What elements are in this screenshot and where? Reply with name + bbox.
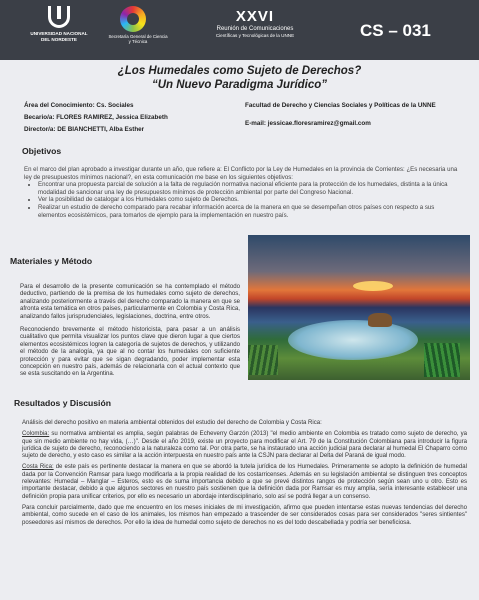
poster-title [0, 64, 479, 92]
event-line1: Reunión de Comunicaciones [216, 26, 294, 32]
objetivos-heading: Objetivos [22, 146, 62, 156]
directora-label: Director/a: DE BIANCHETTI, Alba Esther [24, 126, 145, 133]
unne-logo-text: UNIVERSIDAD NACIONAL DEL NORDESTE [30, 31, 88, 42]
costarica-text: de este país es pertinente destacar la manera en que se abordó la tutela jurídica de los Humedales. Primeramente se adopto la definición de humedal dada por la Convención Ramsar para luego modificarla a la propia realidad de los costarricenses. Además en su legislación ambiental se distinguen tres conceptos relevantes: Humedal – Manglar – Esteros, esto es de suma importancia debido a que se prevé distintos rangos de protección según sean uno u otro. Esto es importante destacar, debido a que algunos sectores en nuestro país sostienen que la definición dada por Ramsar es muy amplia, sería interesante establecer una definición propia para unificar criterios, por ello es necesario un abordaje interdisciplinario, solo así se podrá llegar a un consenso. [22, 464, 467, 500]
secretaria-logo-text: Secretaría General de Ciencia y Técnica [108, 34, 168, 45]
email-label: E-mail: jessicae.floresramirez@gmail.com [245, 120, 371, 127]
objetivos-list [24, 181, 464, 219]
event-number: XXVI [235, 8, 275, 25]
costarica-paragraph [22, 464, 467, 500]
materiales-paragraph: Para el desarrollo de la presente comunicación se ha contemplado el método deductivo, partiendo de la premisa de los humedales como sujeto de derechos, analizando posteriormente a través del derecho comparado la manera en que se afronta esta temática en otros países, particularmente en Colombia y Costa Rica, analizando fallos jurisprudenciales, legislaciones, doctrina, entre otros. [20, 283, 240, 320]
materiales-body [20, 283, 240, 384]
facultad-label: Facultad de Derecho y Ciencias Sociales y Políticas de la UNNE [245, 102, 436, 109]
unne-logo [28, 6, 88, 56]
colombia-text: su normativa ambiental es amplia, según palabras de Echeverry Garzón (2013) "el medio ambiente en Colombia es tratado como sujeto de derecho, ya que sin medio ambiente no hay vida, (…)". Desde el año 2019, existe un proyecto para modificar el Art. 79 de la Constitución Colombiana para introducir la figura jurídica de sujeto de derecho, reconociendo a la naturaleza como tal. Por otra parte, se ha instaurado una acción judicial para declarar al humedal El Chaparro como sujeto de derecho, y esto caso es similar a la acción interpuesta en nuestro país ante la CSJN para declarar al Delta del Paraná de igual modo. [22, 431, 467, 460]
vegetation-image [248, 345, 278, 375]
materiales-heading: Materiales y Método [10, 256, 93, 266]
deer-image [368, 313, 392, 327]
event-line2: Científicas y Tecnológicas de la UNNE [215, 33, 295, 38]
objetivos-intro: En el marco del plan aprobado a investigar durante un año, que refiere a: El Conflicto por la Ley de Humedales en la provincia de Corrientes: ¿Es necesaria una ley de presupuestos mínimos nacional?, en esta comunicación me base en los siguientes objetivos: [24, 166, 458, 181]
becaria-label: Becario/a: FLORES RAMIREZ, Jessica Elizabeth [24, 114, 168, 121]
poster-header [0, 0, 479, 60]
secretaria-ring-icon [120, 6, 146, 32]
river-image [288, 320, 418, 360]
materiales-paragraph: Reconociendo brevemente el método historicista, para pasar a un análisis cualitativo que permita visualizar los puntos clave que dieron lugar a que ciertos elementos ecosistémicos logren la categoría de sujetos de derechos, y utilizando el método de la analogía, ya que al no contar los humedales con suficiente protección y para evitar que se sigan degradando, poder implementar esta concepción en nuestro país, además de relacionarla con el actual contexto que se esta suscitando en la Argentina. [20, 326, 240, 378]
objetivo-item: • Ver la posibilidad de catalogar a los Humedales como sujeto de Derechos. [38, 196, 464, 204]
wetland-collage-image [248, 235, 470, 380]
resultados-body [22, 420, 467, 531]
grass-image [424, 343, 460, 377]
objetivo-item: • Realizar un estudio de derecho comparado para recabar información acerca de la manera en que se desempeñan otros países con respecto a sus elementos ecosistémicos, para tomarlos de ejemplo para la implementación en nuestro país. [38, 204, 464, 219]
colombia-paragraph [22, 431, 467, 460]
secretaria-logo [108, 6, 168, 56]
colombia-label: Colombia: [22, 431, 50, 438]
objetivo-item: • Encontrar una propuesta parcial de solución a la falta de regulación normativa nacional eficiente para la protección de los humedales, distinta a la única modalidad de sancionar una ley de presupuestos mínimos de protección ambiental por parte del Congreso Nacional. [38, 181, 464, 196]
author-meta [24, 100, 168, 136]
affiliation-meta [245, 100, 436, 130]
unne-logo-icon [48, 6, 70, 28]
resultados-paragraph: Análisis del derecho positivo en materia ambiental obtenidos del estudio del derecho de Colombia y Costa Rica: [22, 420, 322, 426]
costarica-label: Costa Rica: [22, 464, 54, 471]
area-label: Área del Conocimiento: Cs. Sociales [24, 102, 134, 109]
title-line1: ¿Los Humedales como Sujeto de Derechos? [117, 65, 362, 77]
title-line2: “Un Nuevo Paradigma Jurídico” [151, 79, 328, 91]
resultados-heading: Resultados y Discusión [14, 398, 111, 408]
event-block [190, 8, 320, 38]
poster-code: CS – 031 [360, 21, 431, 40]
conclusion-paragraph: Para concluir parcialmente, dado que me encuentro en los meses iniciales de mi investigación, afirmo que pueden intentarse estas nuevas tendencias del derecho ambiental, como sucede en el caso de los animales, los mismos han empezado a trascender de ser considerados cosas para ser considerados "seres sintientes" poseedores así mismos de derechos. Por ello la idea de humedal como sujeto de derechos no es del todo descabellada y podría ser beneficiosa. [22, 504, 467, 526]
objetivos-body [24, 166, 464, 219]
sun-reflection [353, 281, 393, 291]
